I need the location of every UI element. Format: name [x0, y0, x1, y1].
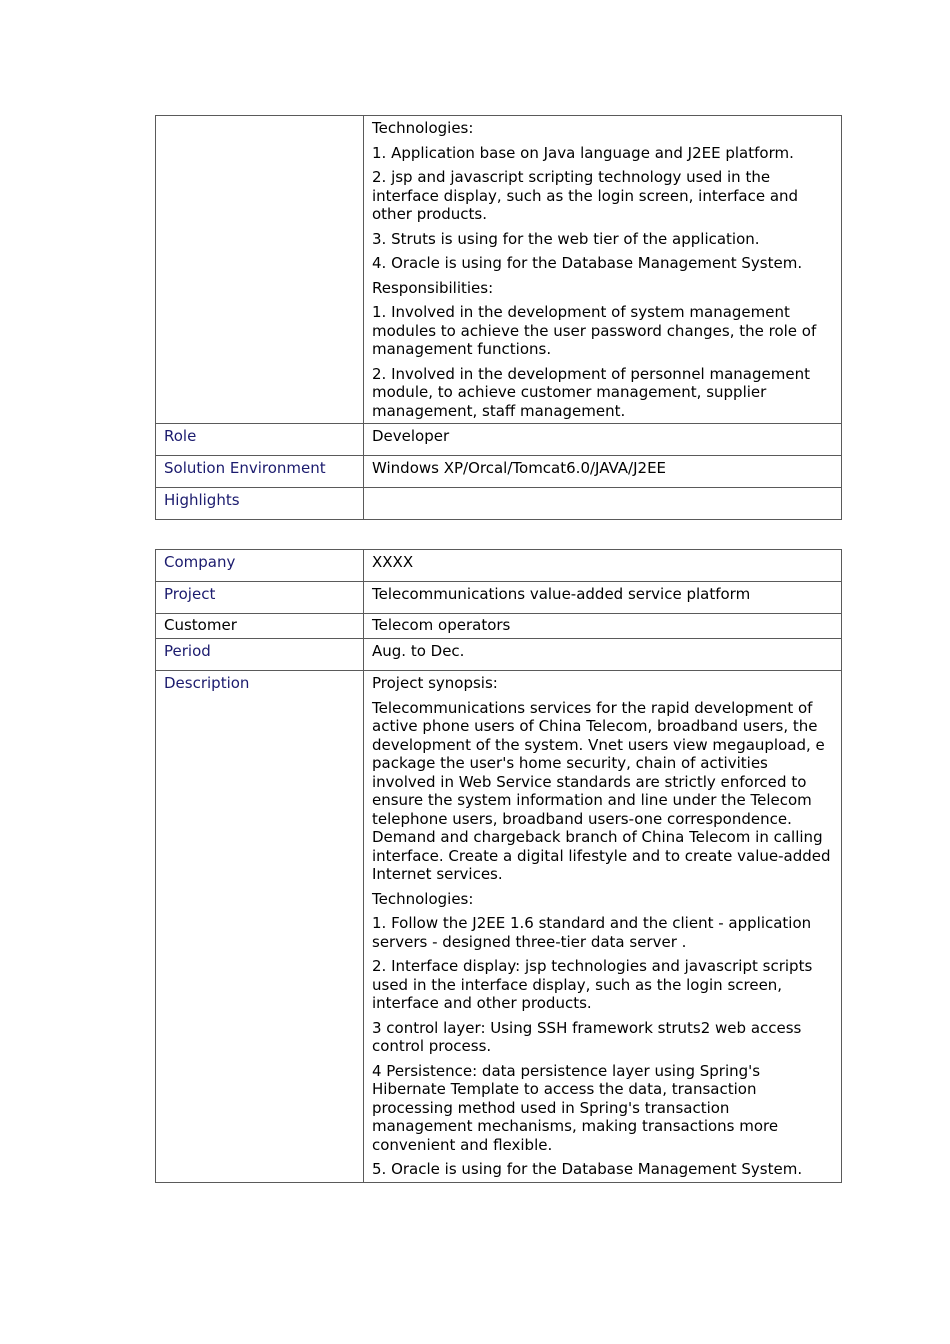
paragraph: 2. Interface display: jsp technologies and javascript scripts used in the interface display, such as the login screen, interface and other products.	[372, 957, 813, 1012]
paragraph: Project synopsis:	[372, 674, 498, 692]
role-value: Developer	[364, 424, 842, 456]
paragraph: Technologies:	[372, 119, 474, 137]
table-row	[156, 456, 842, 488]
project-details-table-2	[155, 549, 842, 1183]
highlights-value	[364, 488, 842, 520]
highlights-label: Highlights	[156, 488, 364, 520]
project-label: Project	[156, 582, 364, 614]
period-label: Period	[156, 639, 364, 671]
company-value: XXXX	[364, 550, 842, 582]
paragraph: 3 control layer: Using SSH framework struts2 web access control process.	[372, 1018, 802, 1055]
top-label-cell	[156, 116, 364, 424]
paragraph: Technologies:	[372, 889, 474, 908]
paragraph: 2. Involved in the development of personnel management module, to achieve customer management, supplier management, staff management.	[372, 364, 810, 420]
table-row	[156, 671, 842, 1183]
description-label: Description	[156, 671, 364, 1183]
customer-value: Telecom operators	[364, 614, 842, 639]
paragraph: 3. Struts is using for the web tier of the application.	[372, 229, 760, 248]
technologies-responsibilities-cell	[364, 116, 842, 424]
table-row	[156, 424, 842, 456]
paragraph: 2. jsp and javascript scripting technology used in the interface display, such as the login screen, interface and other products.	[372, 168, 799, 223]
table-row	[156, 550, 842, 582]
solution-environment-label: Solution Environment	[156, 456, 364, 488]
paragraph: 1. Involved in the development of system management modules to achieve the user password changes, the role of management functions.	[372, 303, 817, 358]
paragraph: 1. Application base on Java language and J2EE platform.	[372, 143, 794, 162]
project-details-table-1	[155, 115, 842, 520]
table-row	[156, 488, 842, 520]
paragraph: 1. Follow the J2EE 1.6 standard and the client - application servers - designed three-tier data server .	[372, 914, 812, 951]
paragraph: 4. Oracle is using for the Database Management System.	[372, 254, 803, 272]
table-row	[156, 116, 842, 424]
paragraph: Telecommunications services for the rapid development of active phone users of China Telecom, broadband users, the development of the system. Vnet users view megaupload, e package the user's home security, chain of activities involved in Web Service standards are strictly enforced to ensure the system information and line under the Telecom telephone users, broadband users-one correspondence. Demand and chargeback branch of China Telecom in calling interface. Create a digital lifestyle and to create value-added Internet services.	[372, 698, 831, 883]
paragraph: Responsibilities:	[372, 278, 494, 297]
table-row	[156, 582, 842, 614]
customer-label: Customer	[156, 614, 364, 639]
table-row	[156, 639, 842, 671]
paragraph: 5. Oracle is using for the Database Management System.	[372, 1160, 803, 1178]
table-row	[156, 614, 842, 639]
description-cell	[364, 671, 842, 1183]
solution-environment-value: Windows XP/Orcal/Tomcat6.0/JAVA/J2EE	[364, 456, 842, 488]
period-value: Aug. to Dec.	[364, 639, 842, 671]
role-label: Role	[156, 424, 364, 456]
paragraph: 4 Persistence: data persistence layer using Spring's Hibernate Template to access the data, transaction processing method used in Spring's transaction management mechanisms, making transactions more convenient and flexible.	[372, 1061, 779, 1154]
company-label: Company	[156, 550, 364, 582]
project-value: Telecommunications value-added service platform	[364, 582, 842, 614]
